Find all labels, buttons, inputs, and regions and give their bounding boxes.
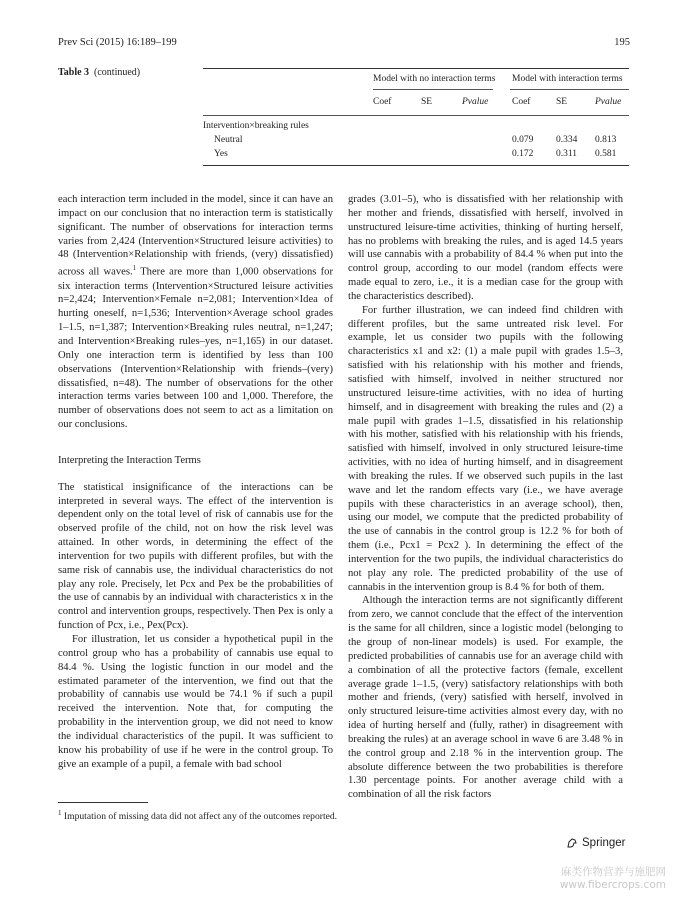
body-paragraph: each interaction term included in the model, since it can have an impact on our conclusion that no interaction term is statistically significant. The number of observations for interaction terms varies from 2,424 (Intervention×Structured leisure activities) to 48 (Intervention×Relationship with friends, (very) dissatisfied) across all waves.$^1$ There are more than 1,000 observations for six interaction terms (Intervention×Structured leisure activities n=2,424; Intervention×Female n=2,081; Intervention×Idea of hurting oneself, n=1,536; Intervention×Average school grades 1–1.5, n=1,387; Intervention×Breaking rules neutral, n=1,247; and Intervention×Breaking rules–yes, n=1,165) in our dataset. Only one interaction term is identified by less than 100 observations (Intervention×Relationship with friends–(very) dissatisfied, n=48). The number of observations for the other interaction terms varies between 100 and 1,000. Therefore, the number of observations does not seem to act as a limitation on our conclusions. [58,194,333,431]
header-group-no-interaction: Model with no interaction terms [373,74,496,84]
table-header-rule [203,115,629,116]
header-group-interaction: Model with interaction terms [512,74,623,84]
section-heading: Interpreting the Interaction Terms [58,454,201,466]
col-coef-1: Coef [373,97,392,107]
running-header: Prev Sci (2015) 16:189–199 [58,37,177,48]
footnote-rule [58,802,148,803]
body-paragraph: grades (3.01–5), who is dissatisfied with her relationship with her mother and friends, dissatisfied with herself, involved in unstructured leisure-time activities, thinking of hurting herself, has no problems with breaking the rules, and is aged 14.5 years will use cannabis with a probability of 84.4 % when put into the control group, according to our model (random effects were made equal to zero, i.e., it is a median case for the group with the characteristics described). [348,194,623,302]
table-caption [58,67,140,78]
table-top-rule [203,68,629,69]
body-paragraph: The statistical insignificance of the interactions can be interpreted in several ways. The effect of the intervention is dependent only on the total level of risk of cannabis use for the observed profile of the child, not on how the risk level was attained. In other words, in determining the effect of the intervention for two pupils with different profiles, but with the same risk of cannabis use, the individual characteristics do not play any role. Precisely, let Pcx and Pex be the probabilities of the use of cannabis by an individual with characteristics x in the control and intervention groups, respectively. Then Pex is only a function of Pcx, i.e., Pex(Pcx). [58,481,333,632]
col-se-2: SE [556,97,568,107]
table-bottom-rule [203,165,629,166]
table-caption-text: (continued) [94,67,141,78]
row-neutral-label: Neutral [214,135,243,145]
table-variable-label: Intervention×breaking rules [203,121,309,131]
body-paragraph: For illustration, let us consider a hypothetical pupil in the control group who has a probability of cannabis use equal to 84.4 %. Using the logistic function in our model and the estimated parameter of the intervention, we find out that the probability of cannabis use would be 74.1 % if such a pupil received the intervention. Note that, for computing the probability in the intervention group, we did not need to know the individual characteristics of the pupil. It was sufficient to know his probability of use if he were in the control group. To give an example of a pupil, a female with bad school [58,634,333,770]
springer-horse-icon [566,837,578,849]
row-yes-label: Yes [214,149,228,159]
watermark: 麻类作物营养与施肥网 www.fibercrops.com [559,866,666,891]
row-yes-coef: 0.172 [512,149,534,159]
footnote-marker: 1 [132,264,137,273]
col-se-1: SE [421,97,433,107]
col-pvalue-2: Pvalue [595,97,622,107]
publisher-logo [566,837,625,849]
table-label: Table 3 [58,67,90,78]
row-yes-p: 0.581 [595,149,617,159]
body-paragraph: Although the interaction terms are not significantly different from zero, we cannot conclude that the effect of the intervention is the same for all children, since a logistic model (belonging to the group of non-linear models) is used. For example, the predicted probabilities of cannabis use for an average child with a combination of all the protective factors (female, excellent average grade 1–1.5, (very) satisfactory relationships with both mother and friends, (very) satisfied with herself, involved in only structured leisure-time activities almost every day, with no idea of hurting herself and (fully, rather) in disagreement with breaking the rules) at an average school in wave 6 are 3.48 % in the control group and 2.18 % in the intervention group. The absolute difference between the two probabilities is therefore 1.30 percentage points. For another average child with a combination of all the risk factors [348,595,623,801]
right-column [348,193,623,802]
left-column [58,193,333,771]
col-coef-2: Coef [512,97,531,107]
row-neutral-se: 0.334 [556,135,578,145]
row-neutral-coef: 0.079 [512,135,534,145]
row-neutral-p: 0.813 [595,135,617,145]
page-number: 195 [614,37,630,48]
col-pvalue-1: Pvalue [462,97,489,107]
group-rule-right [510,89,629,90]
group-rule-left [373,89,493,90]
row-yes-se: 0.311 [556,149,578,159]
body-paragraph: For further illustration, we can indeed find children with different profiles, but the same untreated risk level. For example, let us consider two pupils with the following characteristics x1 and x2: (1) a male pupil with grades 1.5–3, satisfied with his relationship with his mother and friends, satisfied with himself, involved in neither structured nor unstructured leisure-time activities, with no idea of hurting himself, and in disagreement with breaking the rules and (2) a male pupil with grades 1–1.5, dissatisfied in his relationship with his mother, satisfied with his relationship with his friends, satisfied with himself, involved in only structured leisure-time activities, with no idea of hurting himself, and in disagreement with breaking the rules. If we observed such pupils in the last wave and let the random effects vary (i.e., we have average pupils with these characteristics in an average school), then, using our model, we compute that the predicted probability of the use of cannabis in the control group is 12.2 % for both of them (i.e., Pcx1 = Pcx2 ). In determining the effect of the intervention for the two pupils, the individual characteristics do not play any role. The predicted probability of the use of cannabis in the intervention group is 8.4 % for both of them. [348,304,623,593]
footnote: $^1$ Imputation of missing data did not affect any of the outcomes reported. [58,809,338,823]
publisher-name: Springer [582,837,626,849]
